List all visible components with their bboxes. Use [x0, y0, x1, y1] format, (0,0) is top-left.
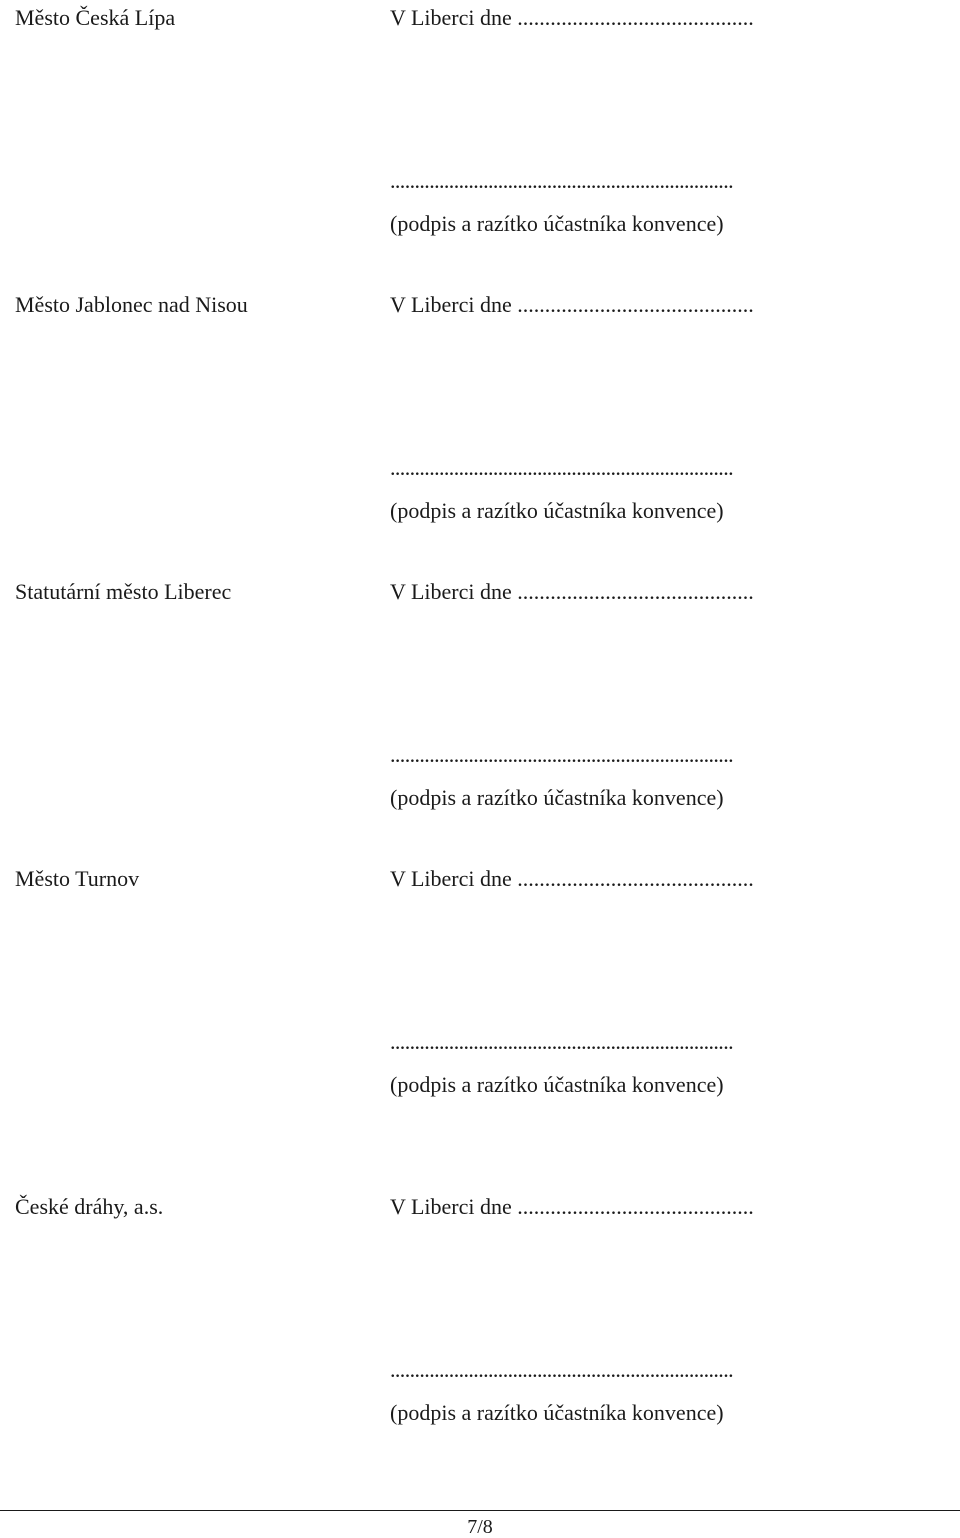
signature-caption: (podpis a razítko účastníka konvence) — [390, 1400, 724, 1425]
party-block-ceske-drahy — [0, 1189, 960, 1429]
footer-divider — [0, 1510, 960, 1511]
party-name: Statutární město Liberec — [15, 579, 232, 604]
signature-caption: (podpis a razítko účastníka konvence) — [390, 211, 724, 236]
signature-caption: (podpis a razítko účastníka konvence) — [390, 1072, 724, 1097]
party-block-liberec — [0, 574, 960, 814]
signature-caption: (podpis a razítko účastníka konvence) — [390, 785, 724, 810]
signature-line: ...................................................................... — [390, 742, 734, 767]
place-date-field: V Liberci dne ........................................... — [390, 5, 754, 30]
party-block-turnov — [0, 861, 960, 1101]
page-number: 7/8 — [467, 1516, 493, 1538]
place-date-field: V Liberci dne ........................................... — [390, 292, 754, 317]
signature-line: ...................................................................... — [390, 1029, 734, 1054]
party-block-jablonec — [0, 287, 960, 527]
signature-caption: (podpis a razítko účastníka konvence) — [390, 498, 724, 523]
party-name: Město Turnov — [15, 866, 140, 891]
signature-line: ...................................................................... — [390, 1357, 734, 1382]
place-date-field: V Liberci dne ........................................... — [390, 1194, 754, 1219]
signature-line: ...................................................................... — [390, 168, 734, 193]
party-name: Město Jablonec nad Nisou — [15, 292, 248, 317]
place-date-field: V Liberci dne ........................................... — [390, 866, 754, 891]
signature-line: ...................................................................... — [390, 455, 734, 480]
party-block-ceska-lipa — [0, 0, 960, 240]
party-name: České dráhy, a.s. — [15, 1194, 164, 1219]
party-name: Město Česká Lípa — [15, 5, 176, 30]
place-date-field: V Liberci dne ........................................... — [390, 579, 754, 604]
